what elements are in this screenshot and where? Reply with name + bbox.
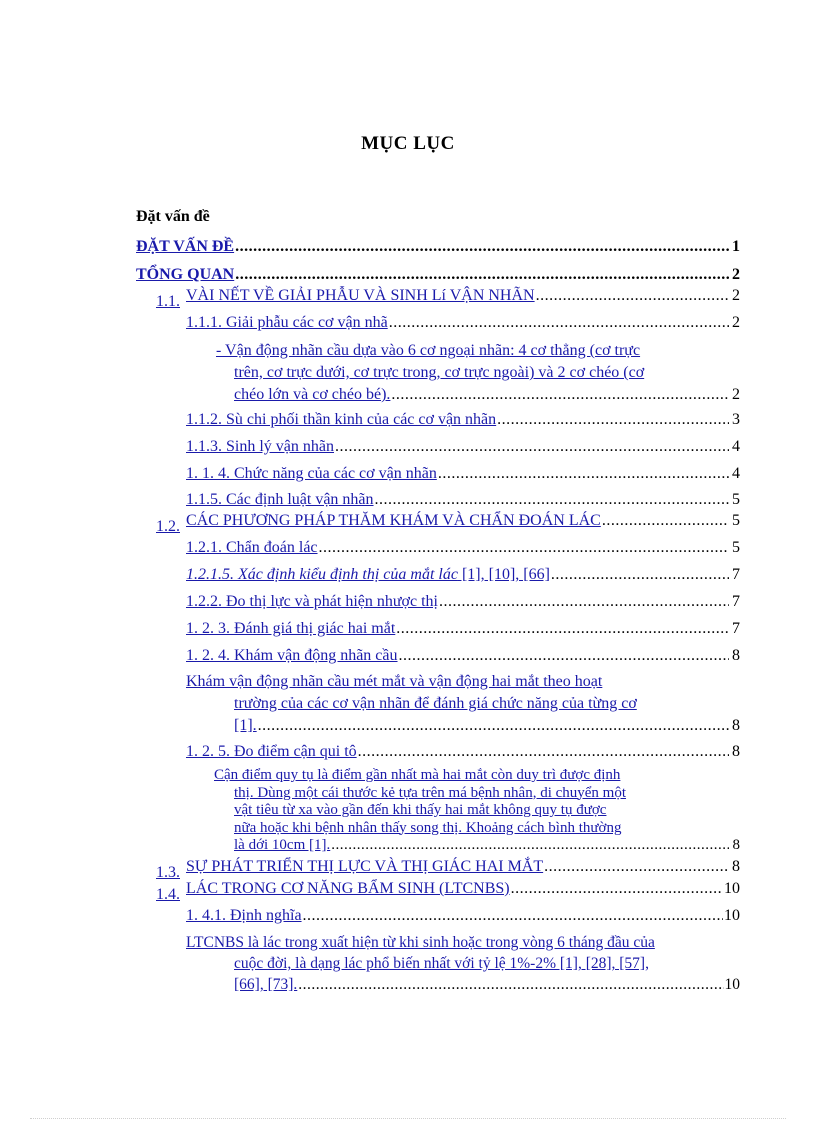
toc-page-number: 4 <box>732 465 740 482</box>
toc-entry-line[interactable]: [1]. <box>234 717 257 734</box>
toc-entry[interactable] <box>186 905 740 927</box>
toc-entry[interactable] <box>186 645 740 667</box>
toc-entry-line[interactable]: trường của các cơ vận nhãn để đánh giá chức năng của từng cơ <box>234 695 637 712</box>
toc-leader <box>536 285 729 307</box>
toc-entry-label[interactable]: 1.2.1. Chẩn đoán lác <box>186 539 318 556</box>
toc-entry[interactable] <box>156 285 740 310</box>
toc-leader <box>258 715 729 737</box>
toc-page-number: 8 <box>732 743 740 760</box>
toc-leader <box>358 741 729 763</box>
toc-leader <box>511 878 723 900</box>
toc-leader <box>235 236 729 258</box>
toc-entry-line[interactable]: [66], [73]. <box>234 976 298 993</box>
intro-label: Đặt vấn đề <box>136 208 210 225</box>
toc-entry[interactable] <box>186 537 740 559</box>
toc-entry[interactable] <box>186 741 740 763</box>
toc-entry-multiline[interactable] <box>214 767 740 855</box>
toc-entry-line[interactable]: cuộc đời, là dạng lác phổ biến nhất với tỷ lệ 1%-2% [1], [28], [57], <box>234 955 649 972</box>
toc-entry[interactable] <box>156 878 740 903</box>
toc-page-number: 7 <box>732 593 740 610</box>
toc-leader <box>439 591 729 613</box>
toc-page-number: 2 <box>732 386 740 403</box>
toc-entry-line[interactable]: nữa hoặc khi bệnh nhân thấy song thị. Khoảng cách bình thường <box>234 819 622 836</box>
toc-entry-label[interactable]: 1. 4.1. Định nghĩa <box>186 907 302 924</box>
toc-leader <box>235 264 729 286</box>
toc-page-number: 10 <box>724 976 740 993</box>
toc-entry-line[interactable]: LTCNBS là lác trong xuất hiện từ khi sinh hoặc trong vòng 6 tháng đầu của <box>186 934 655 951</box>
toc-page-number: 5 <box>732 512 740 529</box>
toc-leader <box>303 905 723 927</box>
toc-entry-label[interactable]: 1. 2. 3. Đánh giá thị giác hai mắt <box>186 620 396 637</box>
page-bottom-divider <box>30 1118 786 1119</box>
toc-page-number: 8 <box>732 858 740 875</box>
toc-entry[interactable] <box>186 436 740 458</box>
toc-entry-label[interactable]: ĐẶT VẤN ĐỀ <box>136 238 235 255</box>
toc-entry-line[interactable]: chéo lớn và cơ chéo bé). <box>234 386 391 403</box>
toc-leader <box>438 463 729 485</box>
toc-entry-line[interactable]: trên, cơ trực dưới, cơ trực trong, cơ trực ngoài) và 2 cơ chéo (cơ <box>234 364 645 381</box>
toc-entry-line[interactable]: - Vận động nhãn cầu dựa vào 6 cơ ngoại nhãn: 4 cơ thẳng (cơ trực <box>216 342 641 359</box>
toc-entry[interactable] <box>136 236 740 258</box>
toc-entry[interactable] <box>186 618 740 640</box>
toc-page-number: 5 <box>732 539 740 556</box>
toc-entry-label[interactable]: CÁC PHƯƠNG PHÁP THĂM KHÁM VÀ CHẨN ĐOÁN LÁC <box>186 512 601 529</box>
toc-entry-label[interactable]: 1.1.2. Sù chi phối thần kinh của các cơ vận nhãn <box>186 411 497 428</box>
toc-entry[interactable] <box>186 463 740 485</box>
toc-leader <box>298 974 723 995</box>
toc-page-number: 5 <box>732 491 740 508</box>
toc-entry-line[interactable]: vật tiêu từ xa vào gần đến khi thấy hai mắt không quy tụ được <box>234 802 607 818</box>
toc-entry-label[interactable]: 1. 1. 4. Chức năng của các cơ vận nhãn <box>186 465 437 482</box>
toc-page-number: 3 <box>732 411 740 428</box>
toc-entry[interactable] <box>186 312 740 334</box>
toc-entry-label[interactable]: 1.1.5. Các định luật vận nhãn <box>186 491 374 508</box>
toc-leader <box>389 312 729 334</box>
toc-entry-line[interactable]: thị. Dùng một cái thước kẻ tựa trên má bệnh nhân, di chuyển một <box>234 784 627 801</box>
toc-entry-label[interactable]: 1. 2. 5. Đo điểm cận qui tô <box>186 743 357 760</box>
toc-entry-multiline[interactable] <box>186 671 740 737</box>
toc-page-number: 2 <box>732 266 740 283</box>
toc-entry[interactable] <box>186 591 740 613</box>
toc-page-number: 7 <box>732 566 740 583</box>
toc-page-number: 10 <box>724 880 740 897</box>
toc-leader <box>497 409 729 431</box>
toc-leader <box>375 489 729 511</box>
toc-leader <box>391 384 729 406</box>
toc-leader <box>602 510 729 532</box>
toc-entry-label[interactable]: 1.1.1. Giải phẫu các cơ vận nhã <box>186 314 388 331</box>
toc-entry[interactable] <box>156 856 740 881</box>
toc-entry-multiline[interactable] <box>216 340 740 406</box>
toc-entry-line[interactable]: là dới 10cm [1]. <box>234 837 331 853</box>
toc-entry[interactable] <box>186 564 740 586</box>
toc-page-number: 4 <box>732 438 740 455</box>
toc-entry-label[interactable]: 1.1.3. Sinh lý vận nhãn <box>186 438 334 455</box>
toc-entry-number[interactable]: 1.2. <box>156 518 180 535</box>
toc-entry-label[interactable]: 1.2.1.5. Xác định kiểu định thị của mắt lác <box>186 566 458 583</box>
toc-entry-line[interactable]: Khám vận động nhãn cầu mét mắt và vận động hai mắt theo hoạt <box>186 673 603 690</box>
toc-leader <box>544 856 729 878</box>
toc-leader <box>335 436 729 458</box>
toc-page-number: 7 <box>732 620 740 637</box>
toc-page-number: 10 <box>724 907 740 924</box>
toc-page-number: 2 <box>732 287 740 304</box>
toc-leader <box>331 837 729 855</box>
toc-entry[interactable] <box>186 409 740 431</box>
toc-entry[interactable] <box>156 510 740 535</box>
toc-entry-number[interactable]: 1.1. <box>156 293 180 310</box>
toc-leader <box>551 564 729 586</box>
toc-entry-label[interactable]: VÀI NẾT VỀ GIẢI PHẪU VÀ SINH Lí VẬN NHÃN <box>186 287 535 304</box>
toc-entry-label[interactable]: LÁC TRONG CƠ NĂNG BẨM SINH (LTCNBS) <box>186 880 510 897</box>
toc-entry-label[interactable]: 1. 2. 4. Khám vận động nhãn cầu <box>186 647 398 664</box>
toc-entry[interactable] <box>136 264 740 286</box>
toc-page-number: 8 <box>732 647 740 664</box>
toc-entry-refs[interactable]: [1], [10], [66] <box>457 566 550 583</box>
toc-leader <box>319 537 729 559</box>
toc-leader <box>399 645 729 667</box>
toc-page-number: 8 <box>732 837 740 853</box>
toc-entry-label[interactable]: TỔNG QUAN <box>136 266 235 283</box>
page-title: MỤC LỤC <box>361 133 455 154</box>
toc-entry-multiline[interactable] <box>186 932 740 995</box>
toc-entry-number[interactable]: 1.3. <box>156 864 180 881</box>
toc-page-number: 8 <box>732 717 740 734</box>
toc-entry-label[interactable]: SỰ PHÁT TRIỂN THỊ LỰC VÀ THỊ GIÁC HAI MẮT <box>186 858 544 875</box>
toc-leader <box>396 618 729 640</box>
toc-entry-label[interactable]: 1.2.2. Đo thị lực và phát hiện nhược thị <box>186 593 438 610</box>
toc-entry-number[interactable]: 1.4. <box>156 886 180 903</box>
toc-entry[interactable] <box>186 489 740 511</box>
toc-page-number: 2 <box>732 314 740 331</box>
toc-entry-line[interactable]: Cận điểm quy tụ là điểm gần nhất mà hai mắt còn duy trì được định <box>214 767 621 783</box>
toc-page-number: 1 <box>732 238 740 255</box>
